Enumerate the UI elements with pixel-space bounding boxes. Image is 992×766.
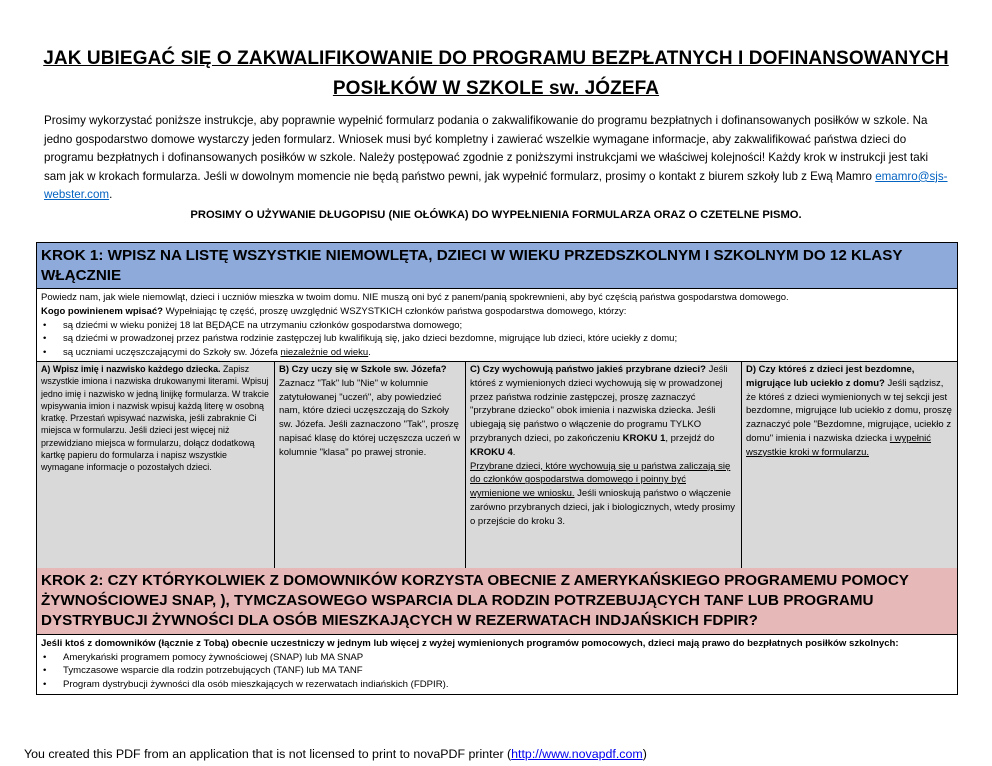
step1-columns <box>37 361 957 576</box>
bullet3-end: . <box>368 347 371 359</box>
step2-bullet: • Program dystrybucji żywności dla osób mieszkających w rezerwatach indiańskich (FDPIR). <box>41 678 953 692</box>
column-b-title: B) Czy uczy się w Szkole sw. Józefa? <box>279 363 447 375</box>
step1-bullets <box>41 319 953 360</box>
step1-bullet: • są dziećmi w wieku poniżej 18 lat BĘDĄCE na utrzymaniu członków gospodarstwa domowego; <box>41 319 953 333</box>
krok4-ref: KROKU 4 <box>470 446 513 458</box>
step1-bullet: • są dziećmi w prowadzonej przez państwa rodzinie zastępczej lub kwalifikują się, jako dzieci bezdomne, migrujące lub dzieci, które uciekły z domu; <box>41 332 953 346</box>
step2-heading: KROK 2: CZY KTÓRYKOLWIEK Z DOMOWNIKÓW KORZYSTA OBECNIE Z AMERYKAŃSKIEGO PROGRAMEMU POMOCY ŻYWNOŚCIOWEJ SNAP, ), TYMCZASOWEGO WSPARCIA DLA RODZIN POTRZEBUJĄCYCH TANF LUB PROGRAMU DYSTRYBUCJI ŻYWNOŚCI DLA OSÓB MIESZKAJĄCYCH W REZERWATACH INDJAŃSKICH FDPIR? <box>37 568 957 635</box>
novapdf-link[interactable]: http://www.novapdf.com <box>511 747 643 761</box>
column-a-text: Zapisz wszystkie imiona i nazwiska drukowanymi literami. Wpisuj jedno imię i nazwisko w jedną linijkę formularza. W trakcie wpisywania imion i nazwisk wpisuj każdą literę w osobną kratkę. Przestań wpisywać nazwiska, jeśli zabraknie Ci miejsca w formularzu. Jeśli dzieci jest więcej niż przewidziano miejsca w formularzu, dołącz dodatkową kartkę papieru do formularza i napisz wszystkie wymagane informacje o pozostałych dzieci. <box>41 363 269 473</box>
document-title: JAK UBIEGAĆ SIĘ O ZAKWALIFIKOWANIE DO PROGRAMU BEZPŁATNYCH I DOFINANSOWANYCH POSIŁKÓW W SZKOLE sw. JÓZEFA <box>43 48 949 99</box>
step2-bullets <box>41 651 953 692</box>
column-c-mid: , przejdź do <box>665 432 715 444</box>
column-b <box>275 362 466 576</box>
intro-end: . <box>109 188 113 202</box>
step1-body <box>37 289 957 361</box>
pen-notice: PROSIMY O UŻYWANIE DŁUGOPISU (NIE OŁÓWKA) DO WYPEŁNIENIA FORMULARZA ORAZ O CZETELNE PISMO. <box>190 209 802 221</box>
column-d-title: D) Czy któreś z dzieci jest bezdomne, migrujące lub uciekło z domu? <box>746 363 915 389</box>
column-d <box>742 362 957 576</box>
column-d-text: Jeśli sądzisz, że któreś z dzieci wymienionych w tej sekcji jest bezdomne, migrujące lub uciekło z domu, proszę zaznaczyć pole "Bezdomne, migrujące, uciekło z domu" imienia i nazwiska dziecka <box>746 377 952 444</box>
bullet3-underlined: niezależnie od wieku <box>280 347 369 359</box>
footer-text: You created this PDF from an application that is not licensed to print to novaPDF printer ( <box>24 747 512 761</box>
column-c <box>466 362 742 576</box>
footer-end: ) <box>642 747 647 761</box>
step2-bullet: • Amerykański programem pomocy żywnościowej (SNAP) lub MA SNAP <box>41 651 953 665</box>
contact-email-link[interactable]: emamro@sjs-webster.com <box>44 169 948 202</box>
column-a <box>37 362 275 576</box>
step2-body <box>37 635 957 694</box>
step1-who-text: Wypełniając tę część, proszę uwzględnić WSZYSTKICH członków państwa gospodarstwa domowego, którzy: <box>162 305 627 317</box>
step2-intro: Jeśli ktoś z domowników (łącznie z Tobą) obecnie uczestniczy w jednym lub więcej z wyżej wymienionych programów pomocowych, dzieci mają prawo do bezpłatnych posiłków szkolnych: <box>41 638 899 649</box>
pdf-footer <box>24 747 647 761</box>
step1-who-bold: Kogo powinienem wpisać? <box>41 305 163 317</box>
step2-section <box>36 568 958 695</box>
intro-text: Prosimy wykorzystać poniższe instrukcje, aby poprawnie wypełnić formularz podania o zakwalifikowanie do programu bezpłatnych i dofinansowanych posiłków w szkole. Na jedno gospodarstwo domowe wystarczy jeden formularz. Wniosek musi być kompletny i zawierać wszelkie wymagane informacje, aby zakwalifikować państwa dzieci do programu bezpłatnych i dofinansowanych posiłków w szkole. Należy postępować zgodnie z poniższymi instrukcjami we właściwej kolejności! Każdy krok w instrukcji jest taki sam jak w krokach formularza. Jeśli w dowolnym momencie nie będą państwo pewni, jak wypełnić formularz, prosimy o kontakt z biurem szkoły lub z Ewą Mamro <box>44 114 929 183</box>
step1-who <box>41 305 953 319</box>
intro-paragraph <box>44 112 949 205</box>
krok1-ref: KROKU 1 <box>622 432 666 444</box>
column-b-text: Zaznacz "Tak" lub "Nie" w kolumnie zatytułowanej "uczeń", aby powiedzieć nam, które dzieci uczęszczają do Szkoły sw. Józefa. Jeśli zaznaczono "Tak", proszę napisać klasę do której uczęszcza uczeń w kolumnie "klasa" po prawej stronie. <box>279 377 461 458</box>
column-a-title: A) Wpisz imię i nazwisko każdego dziecka. <box>41 363 221 374</box>
column-d-underlined: i wypełnić wszystkie kroki w formularzu. <box>746 432 932 458</box>
column-c-text: Jeśli któreś z wymienionych dzieci wychowują się w prowadzonej przez państwa rodzinie zastępczej, proszę zaznaczyć "przybrane dziecko" obok imienia i nazwiska dziecka. Jeśli ubiegają się państwo o włączenie do programu TYLKO przybranych dzieci, po zakończeniu <box>470 363 728 444</box>
step1-bullet <box>41 346 953 360</box>
column-c-dot: . <box>512 446 516 458</box>
bullet3-pre: są uczniami uczęszczającymi do Szkoły sw. Józefa <box>63 347 281 359</box>
step2-bullet: • Tymczasowe wsparcie dla rodzin potrzebujących (TANF) lub MA TANF <box>41 664 953 678</box>
column-c-underlined: Przybrane dzieci, które wychowują się u państwa zaliczają się do członków gospodarstwa domowego i poinny być wymienione we wniosku. <box>470 460 731 500</box>
step1-section <box>36 242 958 577</box>
step1-line1: Powiedz nam, jak wiele niemowląt, dzieci i uczniów mieszka w twoim domu. NIE muszą oni być z panem/panią spokrewnieni, aby być częścią państwa gospodarstwa domowego. <box>41 292 789 303</box>
step1-heading: KROK 1: WPISZ NA LISTĘ WSZYSTKIE NIEMOWLĘTA, DZIECI W WIEKU PRZEDSZKOLNYM I SZKOLNYM DO 12 KLASY WŁĄCZNIE <box>37 243 957 289</box>
column-c-tail: Jeśli wnioskują państwo o włączenie zarówno przybranych dzieci, jak i biologicznych, wtedy prosimy o przejście do kroku 3. <box>470 488 736 527</box>
column-c-title: C) Czy wychowują państwo jakieś przybrane dzieci? <box>470 363 706 375</box>
